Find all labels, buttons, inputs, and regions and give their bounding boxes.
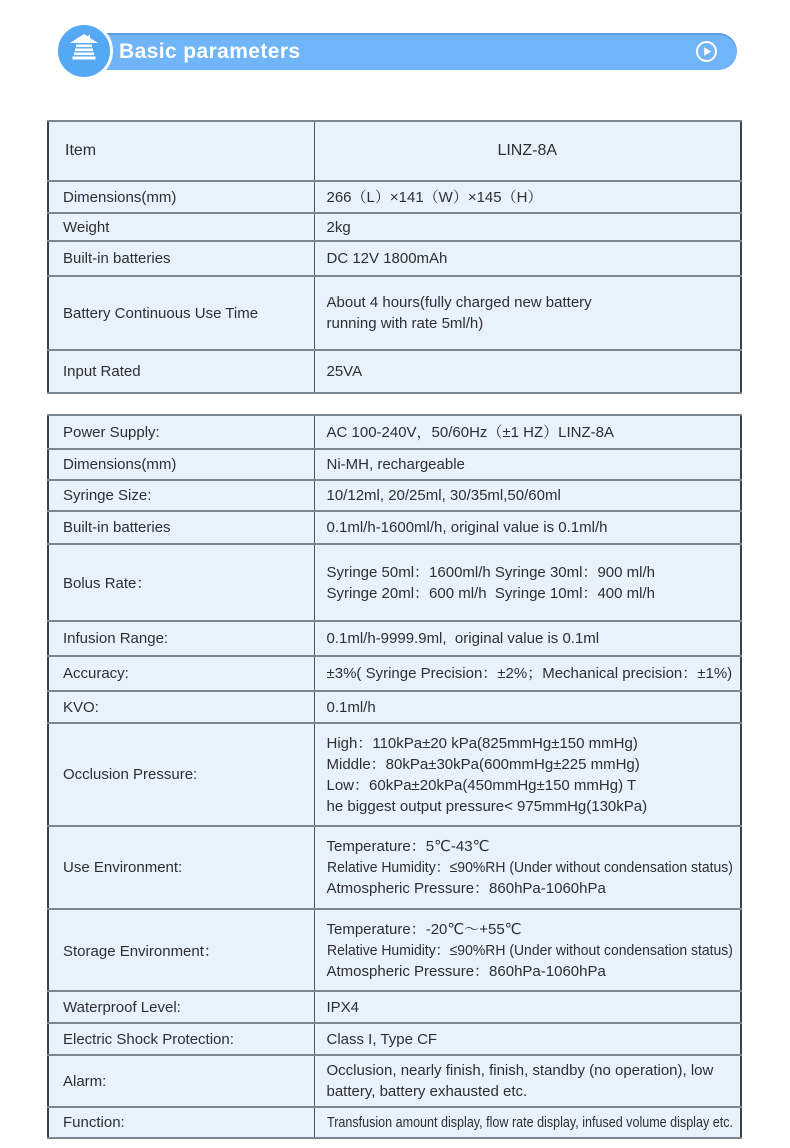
row-label: Alarm: xyxy=(48,1055,314,1107)
row-value xyxy=(314,511,741,544)
table-row xyxy=(48,1107,741,1138)
row-label: Weight xyxy=(48,213,314,241)
row-value xyxy=(314,991,741,1023)
spec-table-bottom xyxy=(47,414,742,1139)
row-value xyxy=(314,1055,741,1107)
table-row xyxy=(48,480,741,511)
row-value xyxy=(314,691,741,723)
table-row xyxy=(48,826,741,909)
value-line: ±3%( Syringe Precision：±2%；Mechanical precision：±1%) xyxy=(326,665,733,682)
table-row xyxy=(48,350,741,393)
value-line: running with rate 5ml/h) xyxy=(326,315,484,332)
value-line: Low：60kPa±20kPa(450mmHg±150 mmHg) T xyxy=(326,776,637,794)
row-label: Built-in batteries xyxy=(48,241,314,276)
row-value xyxy=(314,909,741,991)
value-line: Syringe 20ml：600 ml/h Syringe 10ml：400 ml/h xyxy=(326,584,655,602)
value-line: Temperature：-20℃～+55℃ xyxy=(326,920,522,938)
value-line: Atmospheric Pressure：860hPa-1060hPa xyxy=(326,880,606,897)
value-line: 10/12ml, 20/25ml, 30/35ml,50/60ml xyxy=(326,487,561,504)
table-row xyxy=(48,181,741,213)
value-line: High：110kPa±20 kPa(825mmHg±150 mmHg) xyxy=(326,734,638,752)
banner-badge xyxy=(55,22,113,80)
table-row xyxy=(48,544,741,621)
row-label: Dimensions(mm) xyxy=(48,449,314,480)
value-line: AC 100-240V，50/60Hz（±1 HZ）LINZ-8A xyxy=(326,423,615,441)
row-value xyxy=(314,723,741,826)
model-header-cell: LINZ-8A xyxy=(314,121,741,181)
value-line: Syringe 50ml：1600ml/h Syringe 30ml：900 ml/h xyxy=(326,563,655,581)
row-value xyxy=(314,480,741,511)
row-label: Built-in batteries xyxy=(48,511,314,544)
row-value xyxy=(314,241,741,276)
row-value xyxy=(314,350,741,393)
table-row xyxy=(48,1023,741,1055)
value-line: 0.1ml/h-1600ml/h, original value is 0.1ml/h xyxy=(326,519,608,536)
row-value xyxy=(314,1023,741,1055)
row-label: Electric Shock Protection: xyxy=(48,1023,314,1055)
value-line: battery, battery exhausted etc. xyxy=(326,1083,528,1100)
table-row xyxy=(48,656,741,691)
table-row xyxy=(48,511,741,544)
value-line: Middle：80kPa±30kPa(600mmHg±225 mmHg) xyxy=(326,755,640,773)
value-line: Ni-MH, rechargeable xyxy=(326,456,465,473)
value-line: Occlusion, nearly finish, finish, standby (no operation), low xyxy=(326,1062,714,1079)
row-value xyxy=(314,1107,741,1138)
row-label: Power Supply: xyxy=(48,415,314,449)
spec-table-top xyxy=(47,120,742,394)
value-line: 25VA xyxy=(326,363,363,380)
row-label: Input Rated xyxy=(48,350,314,393)
table-row xyxy=(48,691,741,723)
row-label: Occlusion Pressure: xyxy=(48,723,314,826)
row-label: Function: xyxy=(48,1107,314,1138)
row-label: Use Environment: xyxy=(48,826,314,909)
row-value xyxy=(314,181,741,213)
value-line: Class I, Type CF xyxy=(326,1030,438,1048)
row-label: Battery Continuous Use Time xyxy=(48,276,314,350)
row-value xyxy=(314,213,741,241)
value-line: About 4 hours(fully charged new battery xyxy=(326,294,592,311)
table-row xyxy=(48,723,741,826)
table-row xyxy=(48,1055,741,1107)
item-header-cell: Item xyxy=(48,121,314,181)
table-row xyxy=(48,621,741,656)
row-value xyxy=(314,621,741,656)
table-row xyxy=(48,415,741,449)
table-header-row xyxy=(48,121,741,181)
section-title: Basic parameters xyxy=(119,40,301,63)
row-value xyxy=(314,449,741,480)
row-value xyxy=(314,415,741,449)
row-value xyxy=(314,656,741,691)
table-row xyxy=(48,991,741,1023)
row-value xyxy=(314,826,741,909)
value-line: Transfusion amount display, flow rate display, infused volume display etc. xyxy=(326,1114,733,1131)
play-circle-icon[interactable] xyxy=(695,40,718,63)
value-line: he biggest output pressure< 975mmHg(130kPa) xyxy=(326,797,648,815)
table-row xyxy=(48,241,741,276)
row-label: Storage Environment： xyxy=(48,909,314,991)
value-line: 2kg xyxy=(326,218,351,236)
value-line: IPX4 xyxy=(326,998,360,1016)
row-label: Bolus Rate： xyxy=(48,544,314,621)
value-line: Temperature：5℃-43℃ xyxy=(326,838,490,855)
row-label: Syringe Size: xyxy=(48,480,314,511)
value-line: Relative Humidity：≤90%RH (Under without condensation status) xyxy=(326,859,733,876)
value-line: Atmospheric Pressure：860hPa-1060hPa xyxy=(326,962,606,980)
value-line: 266（L）×141（W）×145（H） xyxy=(326,188,543,206)
table-row xyxy=(48,449,741,480)
row-label: KVO: xyxy=(48,691,314,723)
row-value xyxy=(314,544,741,621)
row-label: Dimensions(mm) xyxy=(48,181,314,213)
value-line: 0.1ml/h-9999.9ml, original value is 0.1ml xyxy=(326,630,600,647)
value-line: DC 12V 1800mAh xyxy=(326,250,448,267)
value-line: Relative Humidity：≤90%RH (Under without condensation status) xyxy=(326,941,733,959)
row-label: Waterproof Level: xyxy=(48,991,314,1023)
row-label: Infusion Range: xyxy=(48,621,314,656)
table-row xyxy=(48,276,741,350)
table-row xyxy=(48,213,741,241)
row-value xyxy=(314,276,741,350)
row-label: Accuracy: xyxy=(48,656,314,691)
value-line: 0.1ml/h xyxy=(326,698,376,716)
building-icon xyxy=(66,31,102,72)
table-row xyxy=(48,909,741,991)
